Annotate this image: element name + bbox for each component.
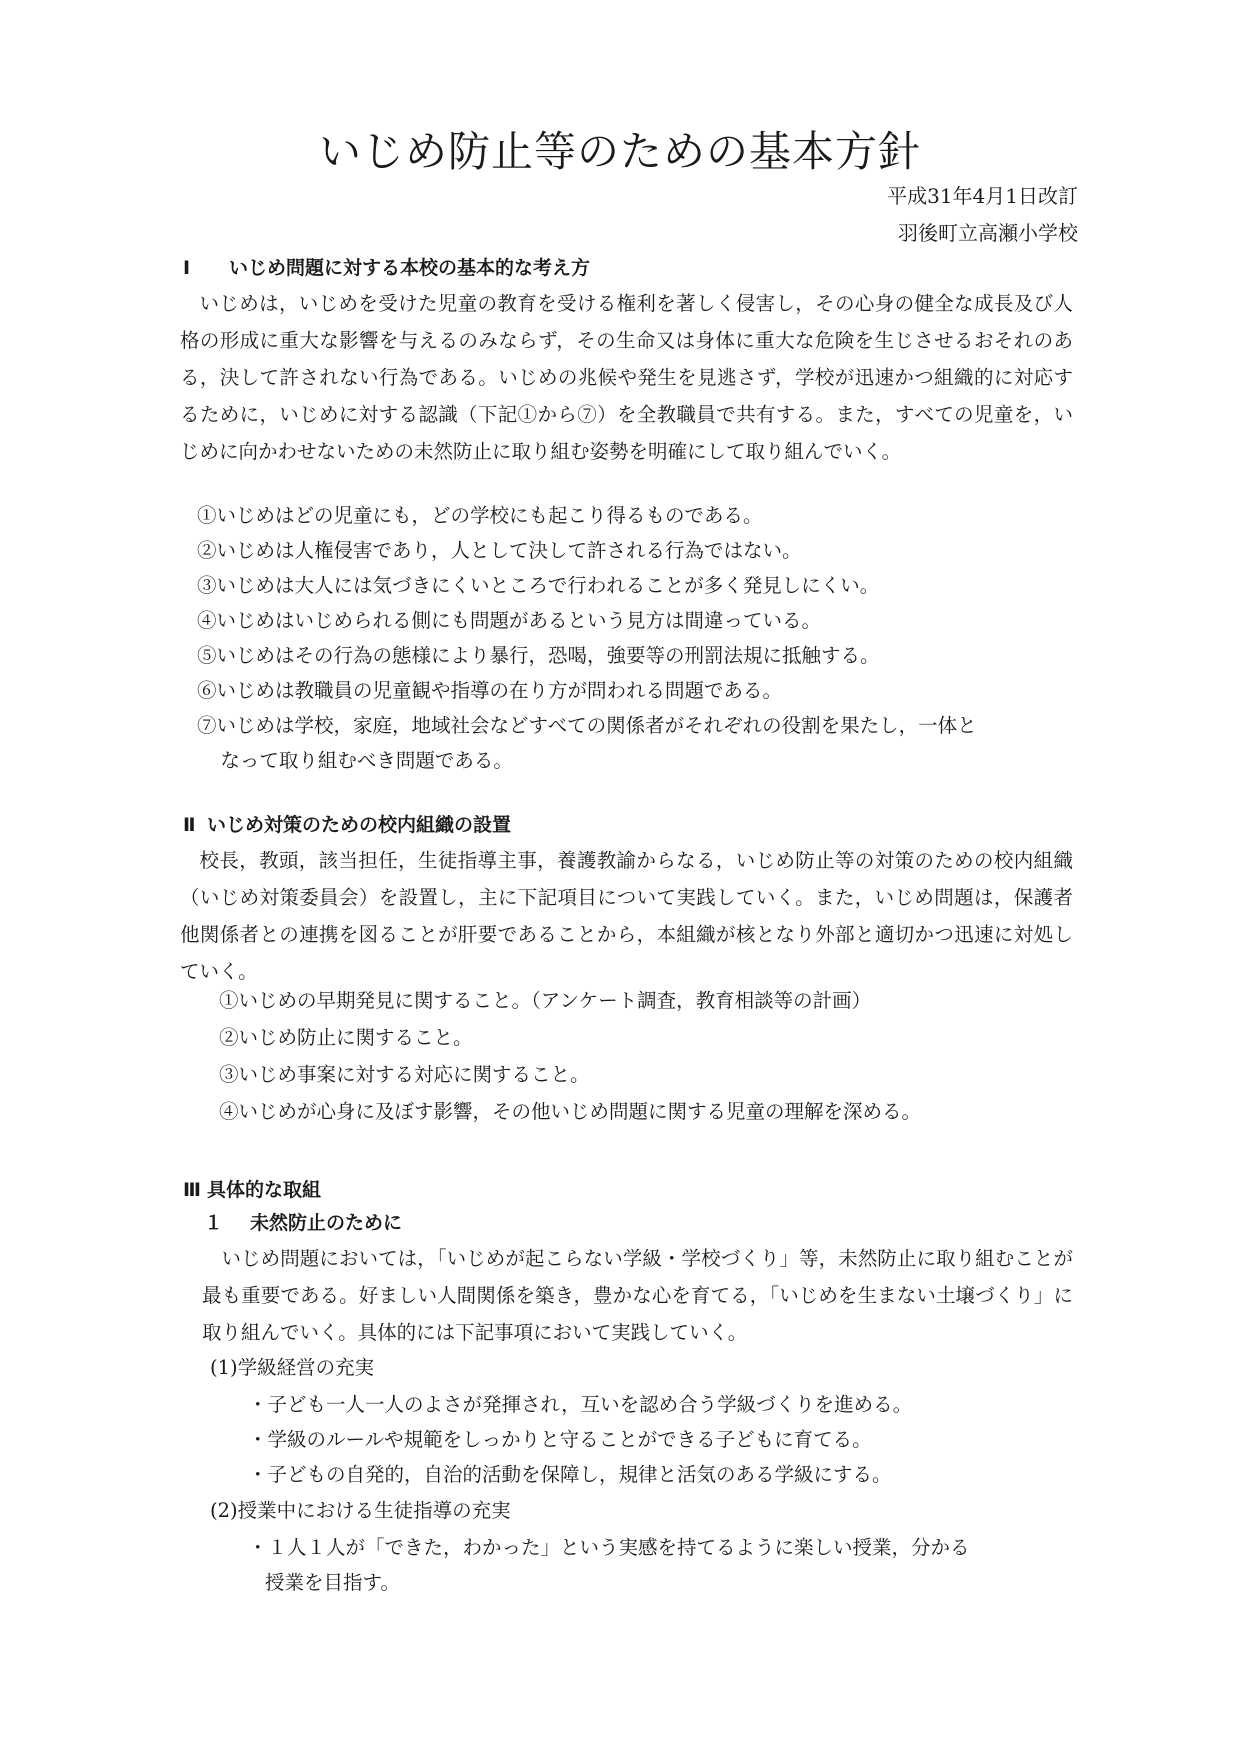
list-item: ⑥いじめは教職員の児童観や指導の在り方が問われる問題である。: [197, 679, 783, 702]
point-1-label: (1)学級経営の充実: [210, 1356, 375, 1379]
list-item: ・学級のルールや規範をしっかりと守ることができる子どもに育てる。: [248, 1428, 872, 1451]
section-2-list: [219, 982, 1069, 1130]
list-item: ③いじめは大人には気づきにくいところで行われることが多く発見しにくい。: [197, 574, 880, 597]
section-1-number: Ⅰ: [183, 257, 191, 279]
list-item: ④いじめはいじめられる側にも問題があるという見方は間違っている。: [197, 609, 822, 632]
list-item-line: ・１人１人が「できた，わかった」という実感を持てるように楽しい授業，分かる: [248, 1536, 970, 1559]
list-item: ①いじめはどの児童にも，どの学校にも起こり得るものである。: [197, 504, 763, 527]
list-item: ③いじめ事案に対する対応に関すること。: [219, 1063, 590, 1086]
section-1-list: [197, 498, 1073, 778]
section-1-paragraph: いじめは，いじめを受けた児童の教育を受ける権利を著しく侵害し，その心身の健全な成長及び人格の形成に重大な影響を与えるのみならず，その生命又は身体に重大な危険を生じさせるおそれのある，決して許されない行為である。いじめの兆候や発生を見逃さず，学校が迅速かつ組織的に対応するために，いじめに対する認識（下記①から⑦）を全教職員で共有する。また，すべての児童を，いじめに向かわせないための未然防止に取り組む姿勢を明確にして取り組んでいく。: [180, 292, 1073, 463]
list-item: ⑤いじめはその行為の態様により暴行，恐喝，強要等の刑罰法規に抵触する。: [197, 644, 880, 667]
section-2-paragraph: 校長，教頭，該当担任，生徒指導主事，養護教諭からなる，いじめ防止等の対策のための校内組織（いじめ対策委員会）を設置し，主に下記項目について実践していく。また，いじめ問題は，保護者他関係者との連携を図ることが肝要であることから，本組織が核となり外部と適切かつ迅速に対処していく。: [180, 849, 1073, 983]
list-item: ・子どもの自発的，自治的活動を保障し，規律と活気のある学級にする。: [248, 1463, 892, 1486]
list-item: ・子ども一人一人のよさが発揮され，互いを認め合う学級づくりを進める。: [248, 1393, 913, 1416]
list-item-line: ⑦いじめは学校，家庭，地域社会などすべての関係者がそれぞれの役割を果たし，一体と: [197, 714, 977, 737]
document-title: いじめ防止等のための基本方針: [318, 127, 921, 176]
section-3-title: 具体的な取組: [207, 1179, 322, 1201]
section-1-title: いじめ問題に対する本校の基本的な考え方: [229, 257, 591, 279]
list-item: [248, 1530, 1073, 1600]
school-name: 羽後町立高瀬小学校: [898, 221, 1078, 245]
section-2-heading: [183, 810, 511, 840]
section-2-title: いじめ対策のための校内組織の設置: [207, 814, 512, 836]
point-2-label: (2)授業中における生徒指導の充実: [210, 1499, 511, 1522]
subsection-1-title: 未然防止のために: [250, 1212, 403, 1234]
list-item-continuation: なって取り組むべき問題である。: [220, 749, 513, 772]
list-item: ①いじめの早期発見に関すること。（アンケート調査，教育相談等の計画）: [219, 989, 872, 1012]
subsection-1-heading: [204, 1208, 402, 1238]
list-item: [197, 708, 1073, 778]
list-item: ②いじめ防止に関すること。: [219, 1026, 473, 1049]
revision-date: 平成31年4月1日改訂: [887, 184, 1078, 208]
section-3-heading: [183, 1175, 321, 1205]
list-item-continuation: 授業を目指す。: [265, 1571, 400, 1594]
list-item: ②いじめは人権侵害であり，人として決して許される行為ではない。: [197, 539, 802, 562]
point-1-list: [248, 1387, 1068, 1492]
subsection-1-number: １: [204, 1212, 224, 1234]
section-1-heading: [183, 253, 590, 283]
section-3-paragraph: いじめ問題においては，「いじめが起こらない学級・学校づくり」等，未然防止に取り組むことが最も重要である。好ましい人間関係を築き，豊かな心を育てる，「いじめを生まない土壌づくり」に取り組んでいく。具体的には下記事項において実践していく。: [202, 1247, 1073, 1344]
section-2-number: Ⅱ: [183, 814, 196, 836]
section-3-number: Ⅲ: [183, 1179, 201, 1201]
list-item: ④いじめが心身に及ぼす影響，その他いじめ問題に関する児童の理解を深める。: [219, 1100, 922, 1123]
point-2-list: [248, 1530, 1073, 1600]
